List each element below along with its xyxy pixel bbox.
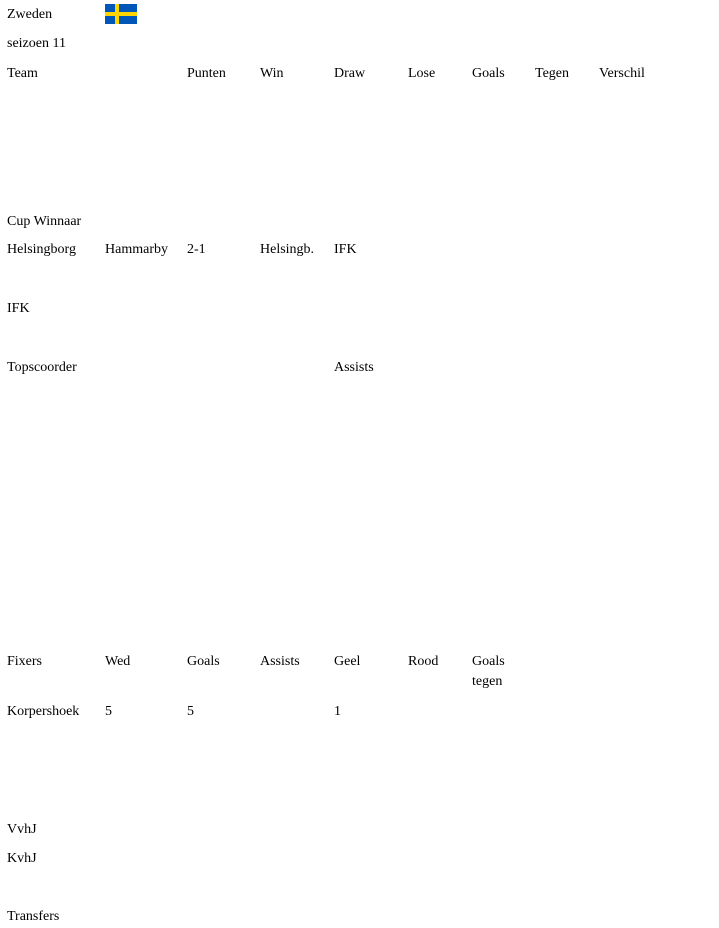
col-verschil: Verschil — [599, 66, 645, 81]
fixers-col-geel: Geel — [334, 654, 361, 669]
player-wed: 5 — [105, 704, 112, 719]
fixers-col-goals: Goals — [187, 654, 220, 669]
cup-winner-heading: Cup Winnaar — [7, 214, 82, 229]
col-win: Win — [260, 66, 284, 81]
fixers-col-assists: Assists — [260, 654, 300, 669]
country-name: Zweden — [7, 7, 53, 22]
player-geel: 1 — [334, 704, 341, 719]
assists-label: Assists — [334, 360, 374, 375]
transfers-label: Transfers — [7, 909, 60, 924]
fixers-col-name: Fixers — [7, 654, 42, 669]
col-lose: Lose — [408, 66, 436, 81]
col-goals: Goals — [472, 66, 505, 81]
cup-winner: Helsingb. — [260, 242, 315, 257]
season-label: seizoen 11 — [7, 36, 66, 51]
vvhj-label: VvhJ — [7, 822, 37, 837]
kvhj-label: KvhJ — [7, 851, 37, 866]
col-draw: Draw — [334, 66, 366, 81]
fixers-col-goals-tegen: Goals tegen — [472, 654, 505, 689]
col-tegen: Tegen — [535, 66, 570, 81]
topscorer-label: Topscoorder — [7, 360, 77, 375]
player-goals: 5 — [187, 704, 194, 719]
cup-home-team: Helsingborg — [7, 242, 76, 257]
flag-cross-horizontal — [105, 12, 137, 16]
fixers-col-rood: Rood — [408, 654, 439, 669]
cup-score: 2-1 — [187, 242, 206, 257]
player-name: Korpershoek — [7, 704, 80, 719]
cup-extra-team: IFK — [7, 301, 30, 316]
cup-away-team: Hammarby — [105, 242, 168, 257]
cup-runner-up: IFK — [334, 242, 357, 257]
col-team: Team — [7, 66, 38, 81]
col-punten: Punten — [187, 66, 226, 81]
fixers-col-wed: Wed — [105, 654, 131, 669]
sweden-flag-icon — [105, 4, 137, 24]
